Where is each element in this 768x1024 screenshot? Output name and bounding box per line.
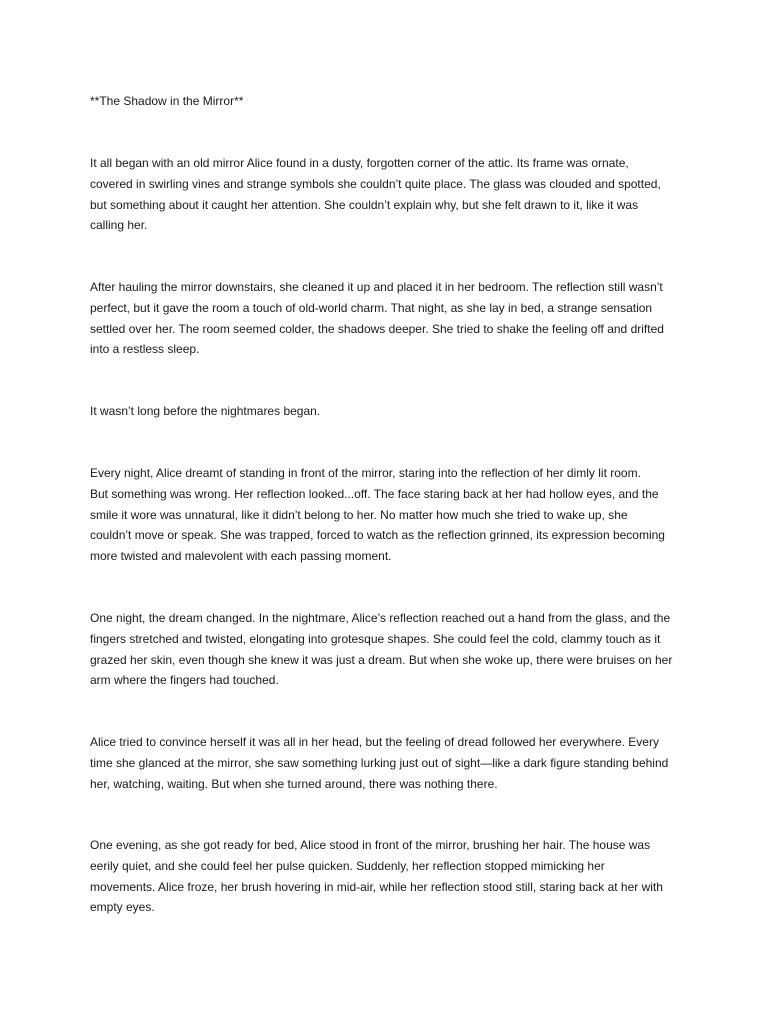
paragraph-line: After hauling the mirror downstairs, she cleaned it up and placed it in her bedroom. The reflection still wasn’t — [90, 280, 663, 294]
paragraph-line: empty eyes. — [90, 900, 155, 915]
paragraph-line: arm where the fingers had touched. — [90, 673, 279, 688]
paragraph-line: grazed her skin, even though she knew it was just a dream. But when she woke up, there were bruises on her — [90, 652, 673, 667]
paragraph-line: her, watching, waiting. But when she turned around, there was nothing there. — [90, 776, 498, 791]
paragraph-line: One night, the dream changed. In the nightmare, Alice’s reflection reached out a hand from the glass, and the — [90, 611, 671, 625]
paragraph-line: couldn’t move or speak. She was trapped, forced to watch as the reflection grinned, its expression becoming — [90, 528, 665, 543]
paragraph-line: covered in swirling vines and strange symbols she couldn’t quite place. The glass was clouded and spotted, — [90, 176, 661, 191]
paragraph-line: But something was wrong. Her reflection looked...off. The face staring back at her had hollow eyes, and the — [90, 486, 659, 501]
paragraph-line: into a restless sleep. — [90, 342, 200, 357]
paragraph-line: movements. Alice froze, her brush hovering in mid-air, while her reflection stood still, staring back at her with — [90, 879, 663, 894]
paragraph-line: fingers stretched and twisted, elongating into grotesque shapes. She could feel the cold, clammy touch as it — [90, 631, 661, 646]
paragraph-line: Alice tried to convince herself it was all in her head, but the feeling of dread followed her everywhere. Every — [90, 735, 659, 749]
paragraph-6 — [90, 732, 690, 794]
paragraph-4 — [90, 463, 690, 567]
paragraph-line: Every night, Alice dreamt of standing in front of the mirror, staring into the reflection of her dimly lit room. — [90, 466, 641, 480]
paragraph-1 — [90, 153, 690, 236]
paragraph-line: calling her. — [90, 218, 148, 233]
paragraph-line: perfect, but it gave the room a touch of old-world charm. That night, as she lay in bed, a strange sensation — [90, 300, 653, 315]
paragraph-line: eerily quiet, and she could feel her pulse quicken. Suddenly, her reflection stopped mimicking her — [90, 858, 605, 873]
paragraph-line: It all began with an old mirror Alice found in a dusty, forgotten corner of the attic. Its frame was ornate, — [90, 156, 629, 170]
paragraph-line: One evening, as she got ready for bed, Alice stood in front of the mirror, brushing her hair. The house was — [90, 838, 651, 852]
paragraph-line: time she glanced at the mirror, she saw something lurking just out of sight—like a dark figure standing behind — [90, 755, 669, 770]
paragraph-7 — [90, 835, 690, 918]
paragraph-line: smile it wore was unnatural, like it didn’t belong to her. No matter how much she tried to wake up, she — [90, 507, 628, 522]
paragraph-2 — [90, 277, 690, 360]
paragraph-5 — [90, 608, 690, 691]
document-title — [90, 91, 690, 112]
title-line: **The Shadow in the Mirror** — [90, 94, 244, 108]
paragraph-line: It wasn’t long before the nightmares began. — [90, 404, 321, 418]
paragraph-line: settled over her. The room seemed colder, the shadows deeper. She tried to shake the feeling off and drifted — [90, 321, 664, 336]
paragraph-3 — [90, 401, 690, 422]
paragraph-line: but something about it caught her attention. She couldn’t explain why, but she felt drawn to it, like it was — [90, 197, 639, 212]
paragraph-line: more twisted and malevolent with each passing moment. — [90, 549, 392, 564]
